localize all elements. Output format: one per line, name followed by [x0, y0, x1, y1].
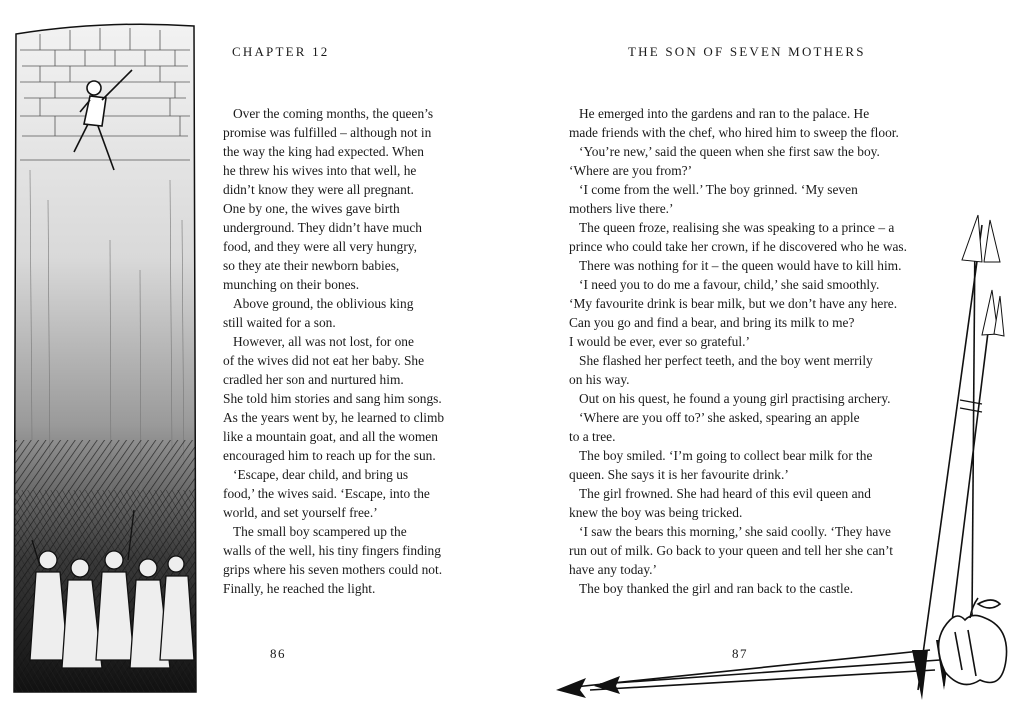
text-line: ‘I need you to do me a favour, child,’ she said smoothly.	[579, 277, 880, 292]
text-line: ‘You’re new,’ said the queen when she first saw the boy.	[579, 144, 880, 159]
text-line: on his way.	[569, 372, 630, 387]
text-line: world, and set yourself free.’	[223, 505, 378, 520]
text-line: ‘My favourite drink is bear milk, but we don’t have any here.	[569, 296, 898, 311]
text-line: made friends with the chef, who hired him to sweep the floor.	[569, 125, 899, 140]
page-number-right: 87	[732, 646, 748, 661]
text-line: he threw his wives into that well, he	[223, 163, 417, 178]
text-line: She flashed her perfect teeth, and the boy went merrily	[579, 353, 873, 368]
text-line: ‘I come from the well.’ The boy grinned. ‘My seven	[579, 182, 858, 197]
text-line: ‘Where are you from?’	[569, 163, 693, 178]
text-line: She told him stories and sang him songs.	[223, 391, 442, 406]
text-line: knew the boy was being tricked.	[569, 505, 743, 520]
text-line: He emerged into the gardens and ran to the palace. He	[579, 106, 870, 121]
text-line: run out of milk. Go back to your queen and tell her she can’t	[569, 543, 894, 558]
text-line: Above ground, the oblivious king	[233, 296, 414, 311]
text-line: munching on their bones.	[223, 277, 360, 292]
text-line: The queen froze, realising she was speaking to a prince – a	[579, 220, 895, 235]
text-line: to a tree.	[569, 429, 616, 444]
text-line: prince who could take her crown, if he discovered who he was.	[569, 239, 907, 254]
text-line: Out on his quest, he found a young girl practising archery.	[579, 391, 891, 406]
text-line: the way the king had expected. When	[223, 144, 424, 159]
text-line: However, all was not lost, for one	[233, 334, 414, 349]
text-line: food, and they were all very hungry,	[223, 239, 417, 254]
text-line: promise was fulfilled – although not in	[223, 125, 432, 140]
text-line: queen. She says it is her favourite drink.’	[569, 467, 789, 482]
text-line: like a mountain goat, and all the women	[223, 429, 438, 444]
text-line: didn’t know they were all pregnant.	[223, 182, 414, 197]
text-line: The boy thanked the girl and ran back to the castle.	[579, 581, 854, 596]
page-number-left: 86	[270, 646, 286, 661]
text-line: grips where his seven mothers could not.	[223, 562, 443, 577]
text-line: of the wives did not eat her baby. She	[223, 353, 425, 368]
text-line: I would be ever, ever so grateful.’	[569, 334, 750, 349]
text-line: encouraged him to reach up for the sun.	[223, 448, 436, 463]
text-line: The boy smiled. ‘I’m going to collect bear milk for the	[579, 448, 873, 463]
text-line: underground. They didn’t have much	[223, 220, 422, 235]
text-line: food,’ the wives said. ‘Escape, into the	[223, 486, 430, 501]
text-line: There was nothing for it – the queen would have to kill him.	[579, 258, 902, 273]
text-line: have any today.’	[569, 562, 657, 577]
well-illustration	[10, 20, 200, 698]
text-line: still waited for a son.	[223, 315, 336, 330]
text-line: mothers live there.’	[569, 201, 674, 216]
right-page-text	[569, 104, 929, 598]
left-page-text	[223, 104, 463, 598]
text-line: walls of the well, his tiny fingers finding	[223, 543, 441, 558]
text-line: Over the coming months, the queen’s	[233, 106, 434, 121]
running-head-chapter: CHAPTER 12	[232, 44, 330, 59]
text-line: ‘Where are you off to?’ she asked, spearing an apple	[579, 410, 860, 425]
text-line: cradled her son and nurtured him.	[223, 372, 404, 387]
text-line: ‘Escape, dear child, and bring us	[233, 467, 409, 482]
text-line: One by one, the wives gave birth	[223, 201, 400, 216]
text-line: Can you go and find a bear, and bring its milk to me?	[569, 315, 855, 330]
text-line: The girl frowned. She had heard of this evil queen and	[579, 486, 871, 501]
text-line: Finally, he reached the light.	[223, 581, 376, 596]
text-line: As the years went by, he learned to climb	[223, 410, 445, 425]
running-head-title: THE SON OF SEVEN MOTHERS	[628, 44, 866, 59]
text-line: The small boy scampered up the	[233, 524, 407, 539]
text-line: so they ate their newborn babies,	[223, 258, 400, 273]
text-line: ‘I saw the bears this morning,’ she said coolly. ‘They have	[579, 524, 891, 539]
